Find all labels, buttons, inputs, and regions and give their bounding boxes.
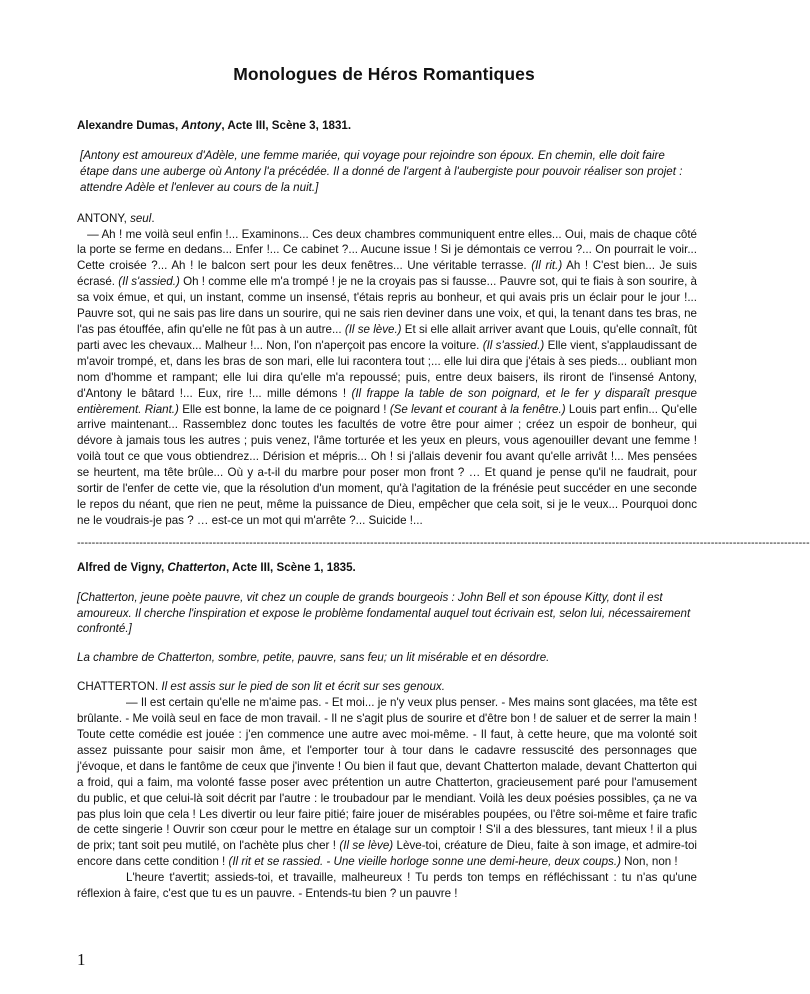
- vigny-heading: [77, 560, 697, 576]
- dumas-stage-4: (Il s'assied.): [482, 338, 545, 352]
- dumas-author: Alexandre Dumas,: [77, 119, 182, 132]
- dumas-stage-3: (Il se lève.): [344, 322, 402, 336]
- page-number: 1: [77, 950, 86, 969]
- vigny-stage-2: (Il rit et se rassied. - Une vieille horloge sonne une demi-heure, deux coups.): [228, 855, 621, 869]
- vigny-text-1: — Il est certain qu'elle ne m'aime pas. - Et moi... je n'y veux plus penser. - Mes mains sont glacées, ma tête est brûlante. - Me voilà seul en face de mon travail. - Il ne s'agit plus de sourire et d'être bon ! de saluer et de serrer la main ! Toute cette comédie est jouée : j'en commence une autre avec moi-même. - Il faut, à cette heure, que ma volonté soit assez puissante pour saisir mon âme, et l'emporter tour à tour dans le cadavre ressuscité des personnages que j'évoque, et dans le fantôme de ceux que j'invente ! Ou bien il faut que, devant Chatterton malade, devant Chatterton qui a froid, qui a faim, ma volonté fasse poser avec prétention un autre Chatterton, gracieusement paré pour l'amusement du public, et que celui-là soit décrit par l'autre : le troubadour par le mendiant. Voilà les deux poésies possibles, ça ne va pas plus loin que cela ! Les divertir ou leur faire pitié; faire jouer de misérables poupées, ou l'être soi-même et faire trafic de cette singerie ! Ouvrir son cœur pour le mettre en étalage sur un comptoir ! S'il a des blessures, tant mieux ! il a plus de prix; tant soit peu mutilé, on l'achète plus cher !: [77, 696, 697, 853]
- vigny-text-4: L'heure t'avertit; assieds-toi, et travaille, malheureux ! Tu perds ton temps en réfléchissant : tu n'as qu'une réflexion à faire, c'est que tu es un pauvre. - Entends-tu bien ? un pauvre !: [77, 871, 697, 901]
- vigny-monologue-continued: [77, 870, 697, 902]
- dumas-text-2: Ah ! C'est bien... Je suis écrasé.: [77, 259, 698, 289]
- dumas-speaker-name: ANTONY,: [77, 211, 131, 225]
- vigny-work-title: Chatterton: [167, 560, 227, 574]
- dumas-act: , Acte III, Scène 3, 1831.: [221, 119, 352, 132]
- vigny-monologue: [77, 695, 697, 870]
- dumas-stage-6: (Se levant et courant à la fenêtre.): [389, 402, 566, 416]
- vigny-author: Alfred de Vigny,: [77, 560, 168, 574]
- dumas-text-4: Et si elle allait arriver avant que Louis, qu'elle connaît, fût parti avec les chevaux... Malheur !... Non, l'on n'aperçoit pas encore la voiture.: [77, 322, 697, 352]
- dumas-text-3: Oh ! comme elle m'a trompé ! je ne la croyais pas si fausse... Pauvre sot, qui te fiais à son sourire, à sa voix émue, et qui, un instant, comme un insensé, t'étais repris au bonheur, et qui avais pris un éclair pour le jour !... Pauvre sot, qui ne sais pas lire dans un sourire, qui ne sais rien deviner dans une voix, et qui, la tenant dans tes bras, ne l'as pas étouffée, afin qu'elle ne fût pas à un autre...: [77, 275, 698, 336]
- dumas-stage-1: (Il rit.): [531, 259, 563, 273]
- dumas-heading: [77, 118, 697, 134]
- dumas-stage-5: (Il frappe la table de son poignard, et le fer y disparaît presque entièrement. Riant.): [77, 386, 697, 416]
- vigny-text-3: Non, non !: [620, 855, 678, 869]
- dumas-text-6: Elle est bonne, la lame de ce poignard !: [178, 402, 390, 416]
- dumas-speaker-stage: seul: [130, 211, 152, 225]
- document-body: [77, 118, 810, 902]
- section-separator: --------------------------------------------------------------------------------------------------------------------------------------------------------------------------------------------------------: [77, 536, 810, 549]
- dumas-speaker-end: .: [151, 211, 155, 225]
- dumas-intro: [Antony est amoureux d'Adèle, une femme mariée, qui voyage pour rejoindre son époux. En chemin, elle doit faire étape dans une auberge où Antony l'a précédée. Il a donné de l'argent à l'aubergiste pour pouvoir réaliser son projet : attendre Adèle et l'enlever au cours de la nuit.]: [80, 148, 683, 194]
- dumas-monologue: [77, 227, 697, 529]
- vigny-text-2: Lève-toi, créature de Dieu, faite à son image, et admire-toi encore dans cette condition !: [77, 839, 697, 869]
- dumas-text-1: — Ah ! me voilà seul enfin !... Examinons... Ces deux chambres communiquent entre elles... Oui, mais de chaque côté la porte se ferme en dedans... Enfer !... Ce cabinet ?... Aucune issue ! Si je démontais ce verrou ?... On pourrait le voir... Cette croisée ?... Ah ! le balcon sert pour les deux fenêtres... Une véritable terrasse.: [77, 227, 697, 273]
- dumas-stage-2: (Il s'assied.): [118, 275, 180, 289]
- vigny-intro: [Chatterton, jeune poète pauvre, vit chez un couple de grands bourgeois : John Bell et son épouse Kitty, dont il est amoureux. Il cherche l'inspiration et expose le problème fondamental auquel tout écrivain est, selon lui, nécessairement confronté.]: [77, 590, 691, 636]
- document-title: Monologues de Héros Romantiques: [233, 64, 535, 84]
- vigny-stage-1: (Il se lève): [339, 839, 394, 853]
- vigny-act: , Acte III, Scène 1, 1835.: [226, 560, 356, 574]
- dumas-work-title: Antony: [181, 119, 222, 132]
- vigny-speaker: [77, 679, 697, 695]
- dumas-text-7: Louis part enfin... Qu'elle arrive maintenant... Rassemblez donc toutes les facultés de votre être pour aimer ; créez un espoir de bonheur, qui dévore à jamais tous les autres ; puis venez, l'âme torturée et les yeux en pleurs, vous agenouiller devant une femme ! voilà tout ce que vous obtiendrez... Dérision et mépris... Oh ! si j'allais devenir fou avant qu'elle arrivât !... Mes pensées se heurtent, ma tête brûle... Où y a-t-il du marbre pour poser mon front ? … Et quand je pense qu'il ne faudrait, pour sortir de l'enfer de cette vie, que la résolution d'un moment, qu'à l'agitation de la frénésie peut succéder en une seconde le repos du néant, que rien ne peut, même la puissance de Dieu, empêcher que cela soit, si je le veux... Pourquoi donc ne le voudrais-je pas ? … est-ce un mot qui m'arrête ?... Suicide !...: [77, 402, 698, 527]
- dumas-speaker: [77, 211, 697, 227]
- vigny-speaker-stage: Il est assis sur le pied de son lit et écrit sur ses genoux.: [161, 680, 445, 694]
- vigny-setting: La chambre de Chatterton, sombre, petite, pauvre, sans feu; un lit misérable et en désordre.: [77, 651, 550, 665]
- dumas-text-5: Elle vient, s'applaudissant de m'avoir trompé, et, dans les bras de son mari, elle lui racontera tout ;... elle lui dira que j'étais à ses pieds... oubliant mon nom d'homme et rampant; elle lui dira qu'elle m'a repoussé; puis, entre deux baisers, ils riront de l'insensé Antony, d'Antony le bâtard !... Eux, rire !... mille démons !: [77, 338, 698, 400]
- vigny-speaker-name: CHATTERTON.: [77, 680, 162, 694]
